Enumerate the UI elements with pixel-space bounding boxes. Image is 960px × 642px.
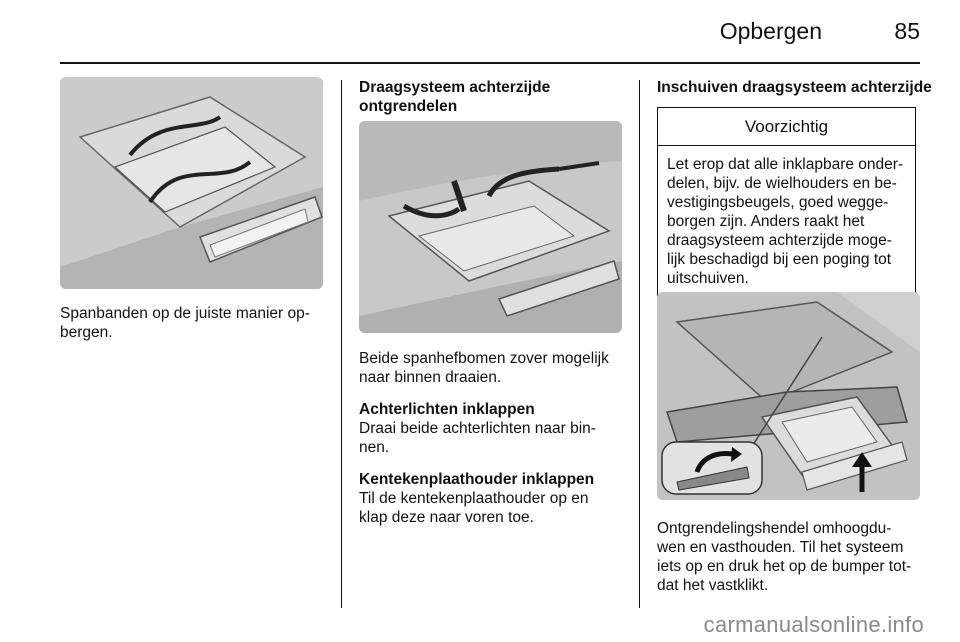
caution-box	[657, 107, 916, 307]
retract-paragraph	[657, 519, 911, 595]
column-divider-2	[639, 80, 640, 608]
paragraph-line: Ontgrendelingshendel omhoogdu-	[657, 520, 892, 537]
paragraph-line: nen.	[359, 439, 390, 456]
release-levers-illustration	[359, 121, 622, 333]
heading-line: ontgrendelen	[359, 98, 458, 115]
paragraph-line: klap deze naar voren toe.	[359, 509, 534, 526]
page-title: Opbergen	[719, 18, 822, 44]
caption-line: Spanbanden op de juiste manier op-	[60, 305, 310, 322]
cargo-carrier-straps-illustration	[60, 77, 323, 289]
caution-title: Voorzichtig	[658, 108, 915, 146]
caution-line: lijk beschadigd bij een poging tot	[667, 251, 892, 268]
heading-line: Draagsysteem achterzijde	[359, 79, 551, 96]
caution-line: uitschuiven.	[667, 270, 749, 287]
license-plate-section	[359, 470, 594, 527]
header-rule	[60, 62, 920, 64]
caution-line: delen, bijv. de wielhouders en be-	[667, 175, 897, 192]
paragraph-line: wen en vasthouden. Til het systeem	[657, 539, 904, 556]
column-divider-1	[341, 80, 342, 608]
license-plate-heading: Kentekenplaathouder inklappen	[359, 471, 595, 488]
tail-lights-section	[359, 400, 596, 457]
paragraph-line: Til de kentekenplaathouder op en	[359, 490, 589, 507]
page-number: 85	[894, 18, 920, 44]
retract-heading: Inschuiven draagsysteem achterzijde	[657, 79, 932, 96]
caution-line: draagsysteem achterzijde moge-	[667, 232, 892, 249]
watermark: carmanualsonline.info	[703, 612, 924, 637]
car-rear-retract-illustration	[657, 292, 920, 500]
paragraph-line: Beide spanhefbomen zover mogelijk	[359, 350, 609, 367]
caution-line: borgen zijn. Anders raakt het	[667, 213, 865, 230]
caution-line: Let erop dat alle inklapbare onder-	[667, 156, 904, 173]
release-paragraph	[359, 349, 609, 387]
tail-lights-heading: Achterlichten inklappen	[359, 401, 535, 418]
paragraph-line: iets op en druk het op de bumper tot-	[657, 558, 912, 575]
caution-line: vestigingsbeugels, goed wegge-	[667, 194, 889, 211]
caution-body	[658, 146, 915, 288]
paragraph-line: Draai beide achterlichten naar bin-	[359, 420, 596, 437]
paragraph-line: dat het vastklikt.	[657, 577, 769, 594]
release-heading	[359, 78, 550, 116]
straps-caption	[60, 304, 310, 342]
paragraph-line: naar binnen draaien.	[359, 369, 502, 386]
caption-line: bergen.	[60, 324, 113, 341]
